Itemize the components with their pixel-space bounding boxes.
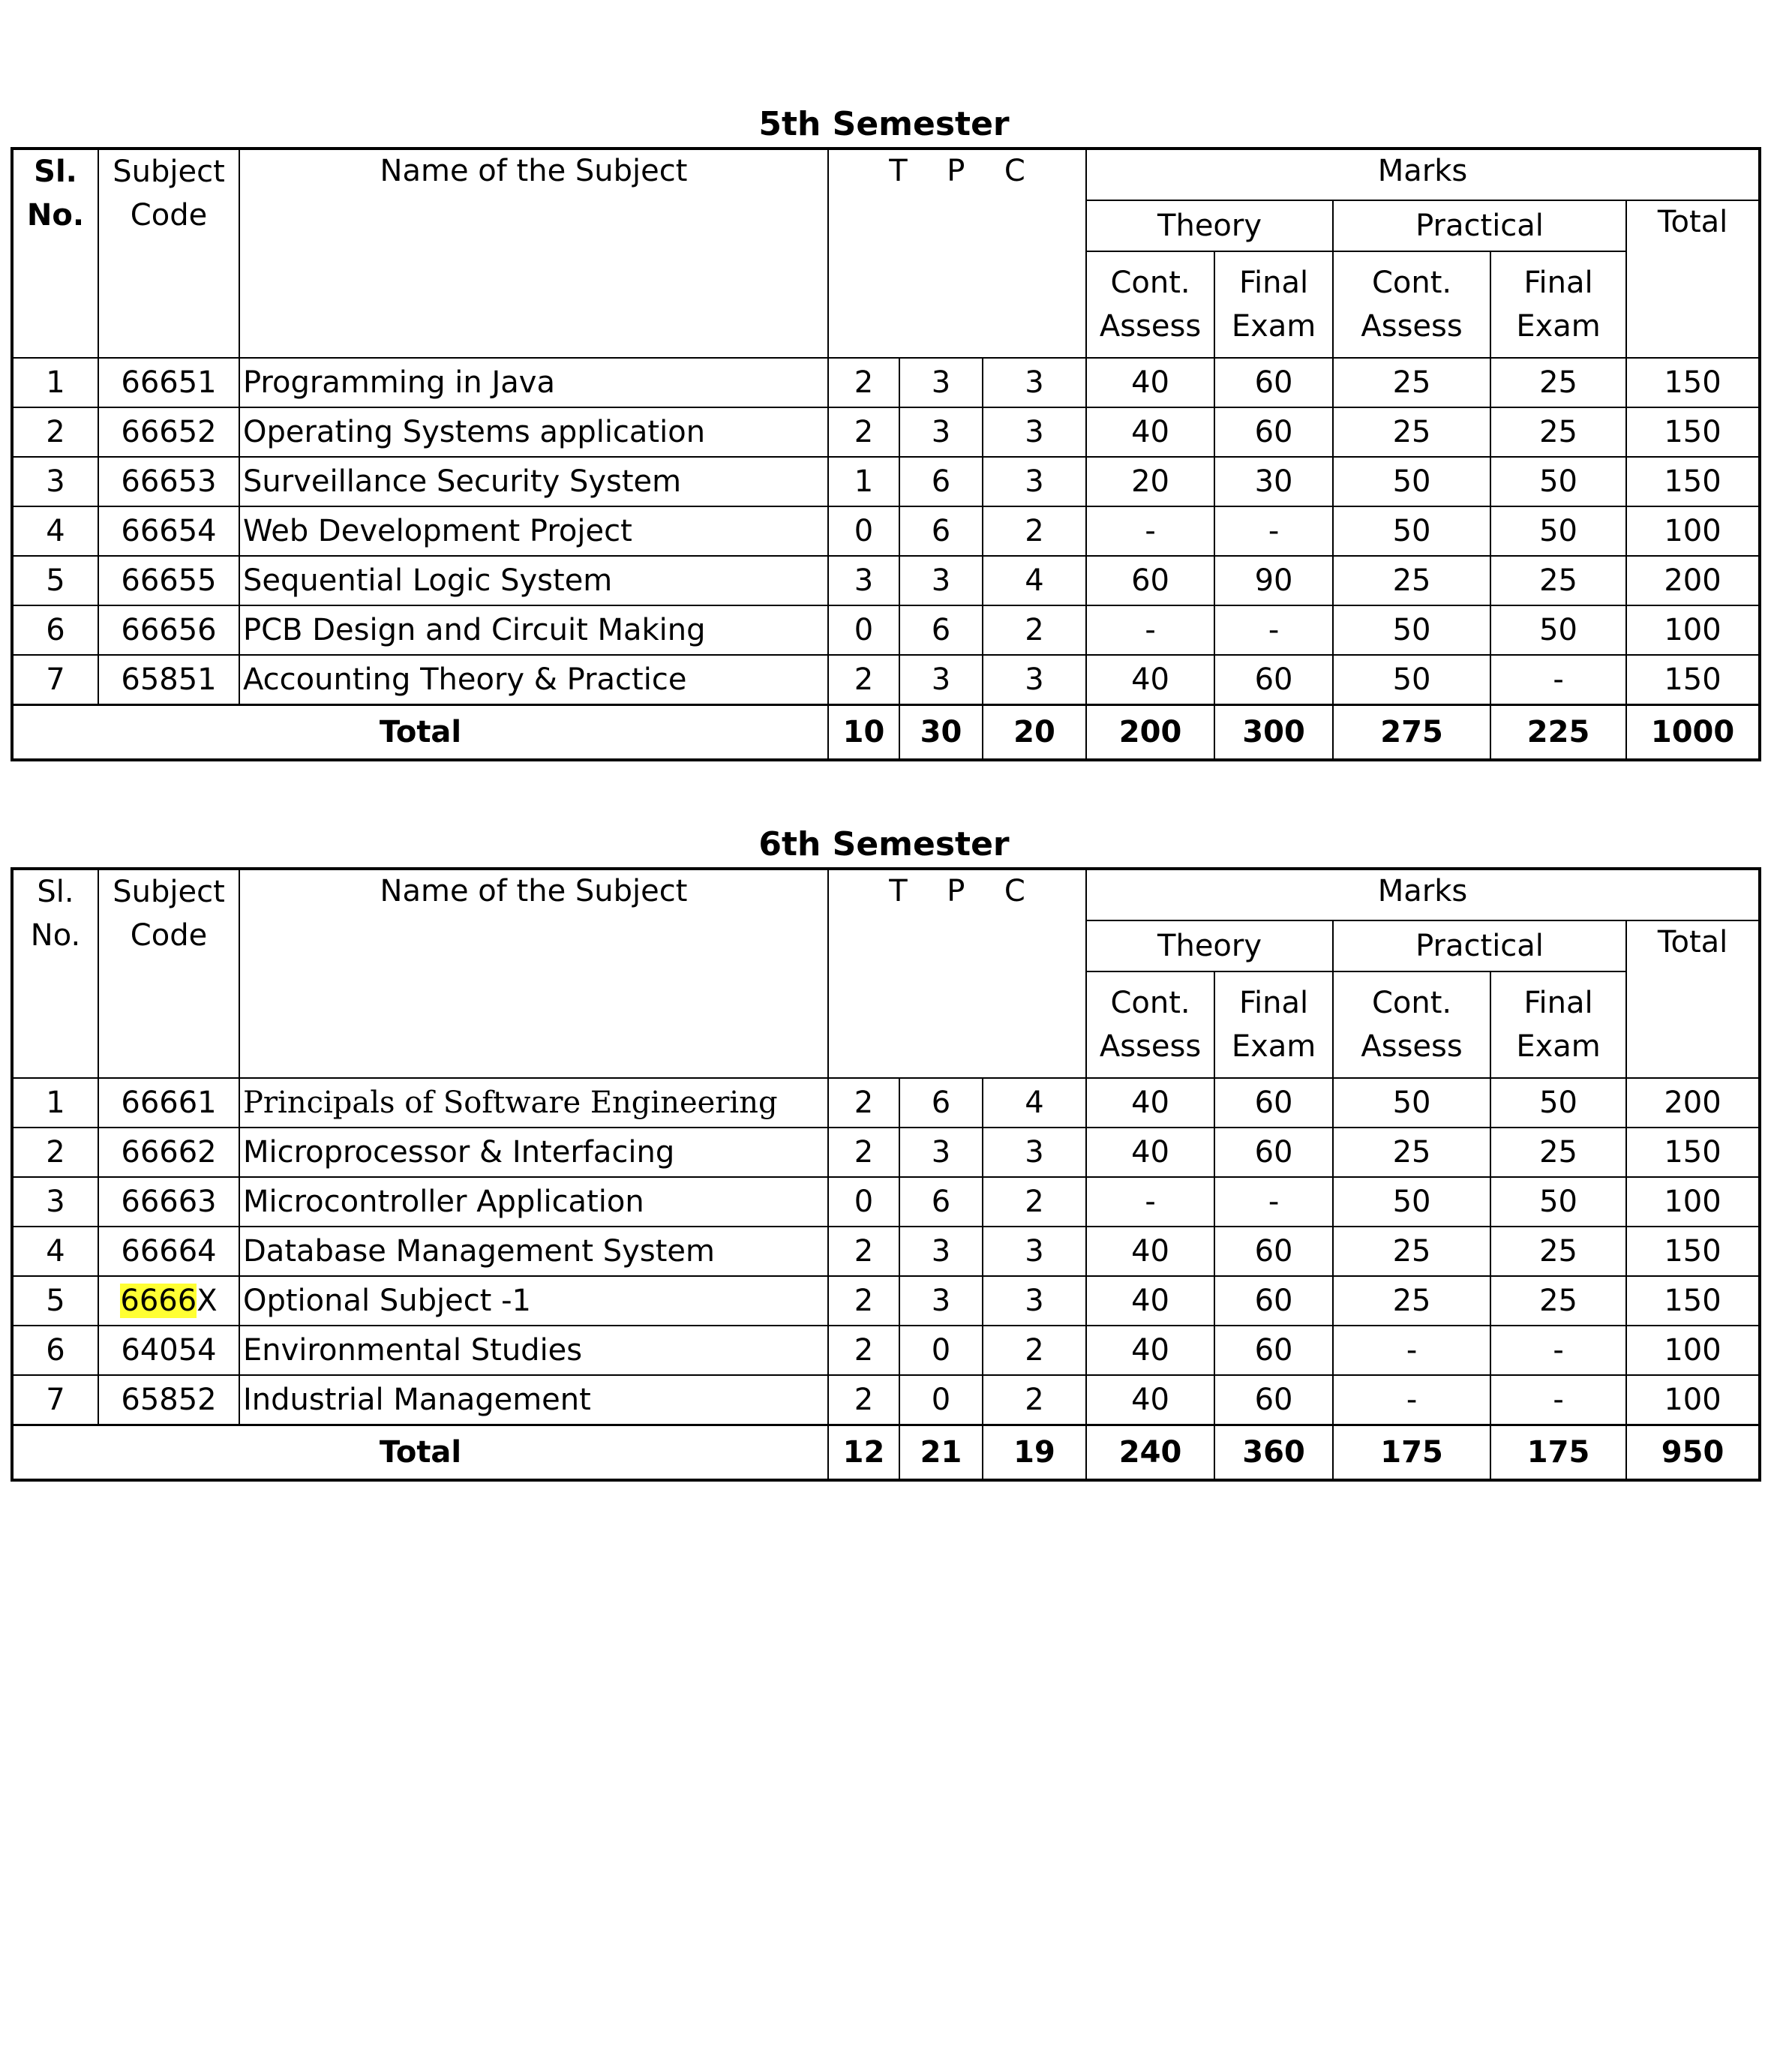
cell-name: Accounting Theory & Practice: [239, 655, 828, 705]
cell-practical-final: 25: [1490, 1128, 1626, 1177]
cell-practical-final: -: [1490, 655, 1626, 705]
total-p: 21: [899, 1425, 983, 1481]
table-row: [12, 1276, 1760, 1326]
cell-t: 0: [828, 506, 899, 556]
cell-theory-final: 60: [1214, 1128, 1333, 1177]
cell-name: Industrial Management: [239, 1375, 828, 1425]
cell-c: 3: [983, 655, 1086, 705]
table-row: [12, 1326, 1760, 1375]
cell-t: 1: [828, 457, 899, 506]
semester-title-5: 5th Semester: [758, 105, 1010, 143]
table-row: [12, 605, 1760, 655]
cell-practical-final: 25: [1490, 407, 1626, 457]
cell-p: 6: [899, 457, 983, 506]
cell-sl: 4: [12, 1227, 98, 1276]
total-theory-final: 300: [1214, 705, 1333, 761]
table-row: [12, 358, 1760, 407]
header-tpc: [828, 869, 1086, 1078]
cell-name: Microprocessor & Interfacing: [239, 1128, 828, 1177]
cell-name: Principals of Software Engineering: [239, 1078, 828, 1128]
header-subject-name: Name of the Subject: [239, 149, 828, 358]
total-practical-final: 225: [1490, 705, 1626, 761]
header-t: T: [889, 154, 908, 188]
code-highlight: 6666: [120, 1284, 197, 1318]
cell-t: 2: [828, 1375, 899, 1425]
cell-t: 2: [828, 1078, 899, 1128]
cell-theory-cont: -: [1086, 506, 1214, 556]
cell-c: 3: [983, 1128, 1086, 1177]
cell-theory-cont: -: [1086, 605, 1214, 655]
totals-row: [12, 705, 1760, 761]
table-row: [12, 457, 1760, 506]
cell-code: 66655: [98, 556, 239, 605]
header-total: Total: [1626, 200, 1760, 358]
cell-sl: 1: [12, 1078, 98, 1128]
cell-practical-cont: 50: [1333, 457, 1490, 506]
total-grand: 1000: [1626, 705, 1760, 761]
cell-theory-final: 60: [1214, 655, 1333, 705]
total-practical-final: 175: [1490, 1425, 1626, 1481]
total-c: 19: [983, 1425, 1086, 1481]
header-total: Total: [1626, 920, 1760, 1078]
cell-sl: 5: [12, 556, 98, 605]
table-row: [12, 1227, 1760, 1276]
cell-sl: 6: [12, 605, 98, 655]
table-row: [12, 655, 1760, 705]
cell-theory-cont: 60: [1086, 556, 1214, 605]
cell-p: 3: [899, 556, 983, 605]
cell-t: 2: [828, 407, 899, 457]
header-p: P: [947, 874, 965, 908]
cell-theory-final: 30: [1214, 457, 1333, 506]
cell-c: 3: [983, 1276, 1086, 1326]
total-practical-cont: 275: [1333, 705, 1490, 761]
header-theory-cont-assess: Cont. Assess: [1086, 971, 1214, 1078]
cell-theory-final: 60: [1214, 1326, 1333, 1375]
cell-name: Microcontroller Application: [239, 1177, 828, 1227]
total-c: 20: [983, 705, 1086, 761]
cell-total: 150: [1626, 1227, 1760, 1276]
cell-p: 3: [899, 655, 983, 705]
cell-name: Web Development Project: [239, 506, 828, 556]
cell-code: 66652: [98, 407, 239, 457]
cell-total: 100: [1626, 1375, 1760, 1425]
cell-c: 3: [983, 1227, 1086, 1276]
cell-practical-cont: 50: [1333, 1177, 1490, 1227]
cell-theory-cont: 40: [1086, 1276, 1214, 1326]
cell-t: 2: [828, 358, 899, 407]
totals-row: [12, 1425, 1760, 1481]
cell-name: Database Management System: [239, 1227, 828, 1276]
cell-practical-cont: 50: [1333, 655, 1490, 705]
cell-practical-cont: -: [1333, 1375, 1490, 1425]
table-row: [12, 407, 1760, 457]
cell-theory-final: 60: [1214, 1227, 1333, 1276]
cell-total: 150: [1626, 407, 1760, 457]
cell-practical-final: 50: [1490, 506, 1626, 556]
cell-theory-cont: 40: [1086, 1326, 1214, 1375]
cell-sl: 4: [12, 506, 98, 556]
cell-practical-final: 50: [1490, 605, 1626, 655]
cell-total: 150: [1626, 457, 1760, 506]
cell-theory-final: 60: [1214, 1078, 1333, 1128]
cell-theory-cont: 20: [1086, 457, 1214, 506]
cell-t: 2: [828, 655, 899, 705]
cell-code: 66664: [98, 1227, 239, 1276]
cell-theory-cont: 40: [1086, 358, 1214, 407]
cell-sl: 7: [12, 1375, 98, 1425]
cell-practical-cont: 25: [1333, 407, 1490, 457]
cell-total: 100: [1626, 506, 1760, 556]
cell-total: 200: [1626, 556, 1760, 605]
cell-theory-final: 60: [1214, 1276, 1333, 1326]
cell-t: 2: [828, 1326, 899, 1375]
cell-code: 66662: [98, 1128, 239, 1177]
total-t: 10: [828, 705, 899, 761]
cell-practical-final: 25: [1490, 1227, 1626, 1276]
cell-name: Surveillance Security System: [239, 457, 828, 506]
header-theory: Theory: [1086, 920, 1333, 971]
cell-theory-final: -: [1214, 506, 1333, 556]
cell-sl: 5: [12, 1276, 98, 1326]
cell-total: 150: [1626, 655, 1760, 705]
cell-code: [98, 1276, 239, 1326]
cell-c: 2: [983, 1326, 1086, 1375]
table-row: [12, 1177, 1760, 1227]
cell-p: 0: [899, 1375, 983, 1425]
cell-practical-final: 25: [1490, 556, 1626, 605]
cell-name: Environmental Studies: [239, 1326, 828, 1375]
total-theory-final: 360: [1214, 1425, 1333, 1481]
cell-t: 2: [828, 1227, 899, 1276]
cell-sl: 2: [12, 407, 98, 457]
cell-total: 100: [1626, 605, 1760, 655]
header-practical: Practical: [1333, 200, 1626, 251]
header-theory-final-exam: Final Exam: [1214, 251, 1333, 358]
cell-name: Programming in Java: [239, 358, 828, 407]
totals-label: Total: [12, 705, 828, 761]
cell-p: 6: [899, 1078, 983, 1128]
cell-c: 2: [983, 1177, 1086, 1227]
header-theory-cont-assess: Cont. Assess: [1086, 251, 1214, 358]
cell-t: 0: [828, 1177, 899, 1227]
cell-practical-cont: 50: [1333, 506, 1490, 556]
cell-practical-cont: 25: [1333, 1227, 1490, 1276]
header-c: C: [1004, 154, 1025, 188]
cell-c: 3: [983, 457, 1086, 506]
cell-name: Sequential Logic System: [239, 556, 828, 605]
header-theory: Theory: [1086, 200, 1333, 251]
header-subject-code: Subject Code: [98, 869, 239, 1078]
cell-theory-final: 60: [1214, 407, 1333, 457]
header-tpc: [828, 149, 1086, 358]
cell-code: 66651: [98, 358, 239, 407]
cell-code: 66656: [98, 605, 239, 655]
cell-code: 66663: [98, 1177, 239, 1227]
cell-theory-cont: 40: [1086, 407, 1214, 457]
header-c: C: [1004, 874, 1025, 908]
cell-p: 3: [899, 407, 983, 457]
total-grand: 950: [1626, 1425, 1760, 1481]
cell-theory-final: 60: [1214, 1375, 1333, 1425]
header-subject-code: Subject Code: [98, 149, 239, 358]
cell-p: 3: [899, 1227, 983, 1276]
cell-c: 3: [983, 358, 1086, 407]
cell-sl: 3: [12, 1177, 98, 1227]
cell-theory-final: -: [1214, 1177, 1333, 1227]
cell-c: 2: [983, 1375, 1086, 1425]
cell-p: 0: [899, 1326, 983, 1375]
header-sl-no: Sl. No.: [12, 149, 98, 358]
cell-p: 6: [899, 506, 983, 556]
cell-practical-cont: 25: [1333, 556, 1490, 605]
cell-c: 3: [983, 407, 1086, 457]
cell-practical-final: 25: [1490, 1276, 1626, 1326]
table-row: [12, 556, 1760, 605]
cell-practical-cont: 50: [1333, 605, 1490, 655]
cell-theory-cont: 40: [1086, 655, 1214, 705]
header-subject-name: Name of the Subject: [239, 869, 828, 1078]
cell-p: 3: [899, 1128, 983, 1177]
cell-p: 3: [899, 358, 983, 407]
cell-practical-final: 25: [1490, 358, 1626, 407]
cell-sl: 2: [12, 1128, 98, 1177]
semester-table-6: [11, 867, 1761, 1482]
table-row: [12, 506, 1760, 556]
header-p: P: [947, 154, 965, 188]
cell-name: Optional Subject -1: [239, 1276, 828, 1326]
cell-total: 150: [1626, 1128, 1760, 1177]
header-sl-no: Sl. No.: [12, 869, 98, 1078]
semester-table-5: [11, 147, 1761, 761]
cell-code: 66653: [98, 457, 239, 506]
cell-code: 65852: [98, 1375, 239, 1425]
header-t: T: [889, 874, 908, 908]
cell-c: 2: [983, 506, 1086, 556]
cell-code: 64054: [98, 1326, 239, 1375]
total-theory-cont: 240: [1086, 1425, 1214, 1481]
cell-p: 6: [899, 605, 983, 655]
cell-name: Operating Systems application: [239, 407, 828, 457]
cell-sl: 6: [12, 1326, 98, 1375]
cell-c: 4: [983, 1078, 1086, 1128]
cell-c: 2: [983, 605, 1086, 655]
cell-practical-final: 50: [1490, 457, 1626, 506]
cell-practical-final: -: [1490, 1375, 1626, 1425]
table-row: [12, 1078, 1760, 1128]
cell-sl: 7: [12, 655, 98, 705]
header-practical-final-exam: Final Exam: [1490, 971, 1626, 1078]
cell-theory-cont: 40: [1086, 1128, 1214, 1177]
cell-practical-final: 50: [1490, 1078, 1626, 1128]
cell-theory-cont: 40: [1086, 1227, 1214, 1276]
total-theory-cont: 200: [1086, 705, 1214, 761]
cell-name: PCB Design and Circuit Making: [239, 605, 828, 655]
cell-practical-final: -: [1490, 1326, 1626, 1375]
cell-p: 6: [899, 1177, 983, 1227]
header-practical-cont-assess: Cont. Assess: [1333, 971, 1490, 1078]
cell-sl: 3: [12, 457, 98, 506]
cell-total: 150: [1626, 358, 1760, 407]
total-t: 12: [828, 1425, 899, 1481]
code-suffix: X: [197, 1284, 218, 1318]
cell-total: 150: [1626, 1276, 1760, 1326]
header-marks: Marks: [1086, 869, 1760, 920]
cell-code: 66654: [98, 506, 239, 556]
header-marks: Marks: [1086, 149, 1760, 200]
cell-theory-cont: 40: [1086, 1078, 1214, 1128]
table-row: [12, 1128, 1760, 1177]
cell-total: 100: [1626, 1177, 1760, 1227]
cell-code: 66661: [98, 1078, 239, 1128]
totals-label: Total: [12, 1425, 828, 1481]
cell-theory-final: 60: [1214, 358, 1333, 407]
total-practical-cont: 175: [1333, 1425, 1490, 1481]
cell-p: 3: [899, 1276, 983, 1326]
cell-total: 200: [1626, 1078, 1760, 1128]
cell-total: 100: [1626, 1326, 1760, 1375]
cell-t: 2: [828, 1128, 899, 1177]
cell-practical-cont: 25: [1333, 1128, 1490, 1177]
total-p: 30: [899, 705, 983, 761]
cell-practical-cont: -: [1333, 1326, 1490, 1375]
cell-theory-final: 90: [1214, 556, 1333, 605]
semester-title-6: 6th Semester: [758, 825, 1010, 863]
cell-theory-final: -: [1214, 605, 1333, 655]
cell-sl: 1: [12, 358, 98, 407]
cell-t: 3: [828, 556, 899, 605]
cell-practical-cont: 25: [1333, 1276, 1490, 1326]
cell-t: 2: [828, 1276, 899, 1326]
cell-code: 65851: [98, 655, 239, 705]
header-practical-final-exam: Final Exam: [1490, 251, 1626, 358]
header-theory-final-exam: Final Exam: [1214, 971, 1333, 1078]
table-row: [12, 1375, 1760, 1425]
header-practical-cont-assess: Cont. Assess: [1333, 251, 1490, 358]
cell-theory-cont: 40: [1086, 1375, 1214, 1425]
cell-practical-cont: 25: [1333, 358, 1490, 407]
cell-practical-final: 50: [1490, 1177, 1626, 1227]
cell-c: 4: [983, 556, 1086, 605]
cell-t: 0: [828, 605, 899, 655]
header-practical: Practical: [1333, 920, 1626, 971]
cell-theory-cont: -: [1086, 1177, 1214, 1227]
cell-practical-cont: 50: [1333, 1078, 1490, 1128]
